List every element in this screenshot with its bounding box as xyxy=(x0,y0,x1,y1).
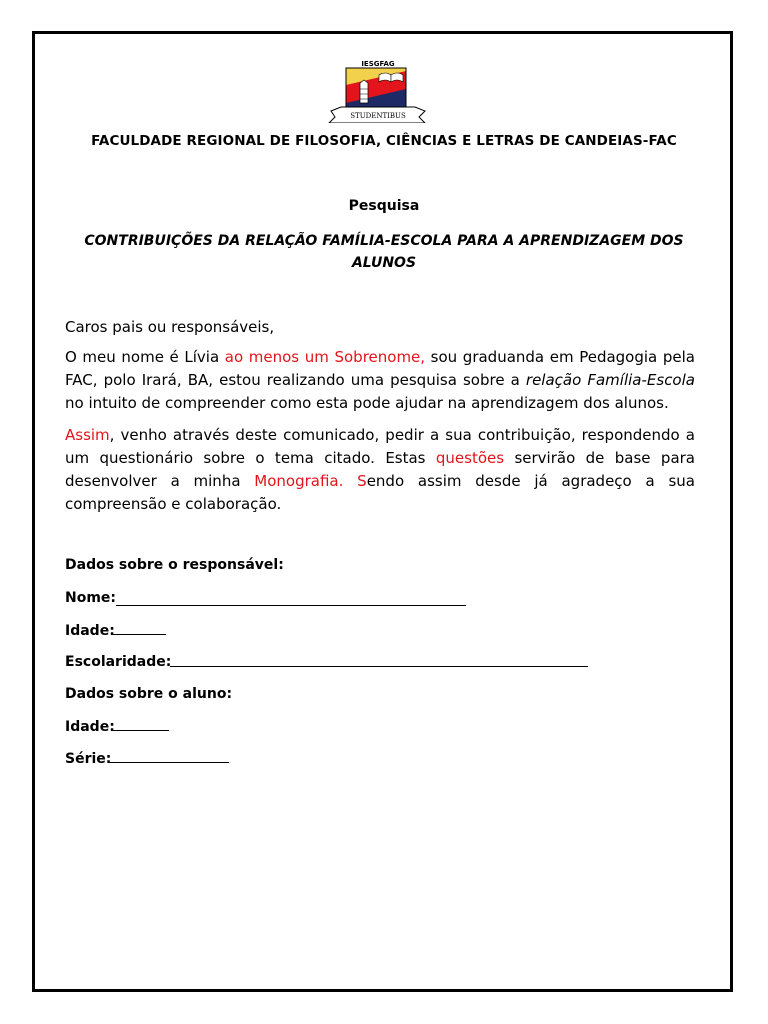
guardian-heading: Dados sobre o responsável: xyxy=(65,557,284,573)
age-label: Idade: xyxy=(65,623,115,639)
request-text-c: endo assim desde já agradeço a sua compreensão e colaboração. xyxy=(65,472,695,513)
intro-text-c: no intuito de compreender como esta pode ajudar na aprendizagem dos alunos. xyxy=(65,394,669,412)
request-red-2: questões xyxy=(435,449,505,467)
request-text-b: servirão de base para desenvolver a minha xyxy=(65,449,695,490)
student-heading: Dados sobre o aluno: xyxy=(65,686,233,702)
intro-text-a: O meu nome é Lívia xyxy=(65,348,225,366)
student-age-field-line[interactable] xyxy=(111,730,169,731)
name-field-line[interactable] xyxy=(116,605,466,606)
student-age-label: Idade: xyxy=(65,719,115,735)
request-red-3: Monografia. S xyxy=(254,472,367,490)
request-red-1: Assim xyxy=(65,426,110,444)
name-label: Nome: xyxy=(65,590,117,606)
grade-label: Série: xyxy=(65,751,112,767)
paragraph-intro xyxy=(65,346,695,415)
grade-field-line[interactable] xyxy=(108,762,229,763)
intro-text-b: sou graduanda em Pedagogia pela FAC, polo Irará, BA, estou realizando uma pesquisa sobre a xyxy=(65,348,695,389)
greeting: Caros pais ou responsáveis, xyxy=(65,318,275,336)
intro-surname-placeholder: ao menos um Sobrenome, xyxy=(224,348,426,366)
institution-logo xyxy=(319,59,437,123)
request-text-a: , venho através deste comunicado, pedir a sua contribuição, respondendo a um questionário sobre o tema citado. Estas xyxy=(65,426,695,467)
education-field-line[interactable] xyxy=(170,666,588,667)
age-field-line[interactable] xyxy=(111,634,166,635)
education-label: Escolaridade: xyxy=(65,654,172,670)
research-label: Pesquisa xyxy=(348,198,420,214)
intro-topic: relação Família-Escola xyxy=(525,371,695,389)
logo-top-text: IESGFAG xyxy=(361,60,395,68)
paragraph-request xyxy=(65,424,695,516)
logo-banner-text: STUDENTIBUS xyxy=(350,112,406,120)
research-title: CONTRIBUIÇÕES DA RELAÇÃO FAMÍLIA-ESCOLA PARA A APRENDIZAGEM DOS ALUNOS xyxy=(84,233,684,271)
institution-name: FACULDADE REGIONAL DE FILOSOFIA, CIÊNCIAS E LETRAS DE CANDEIAS-FAC xyxy=(91,133,677,149)
